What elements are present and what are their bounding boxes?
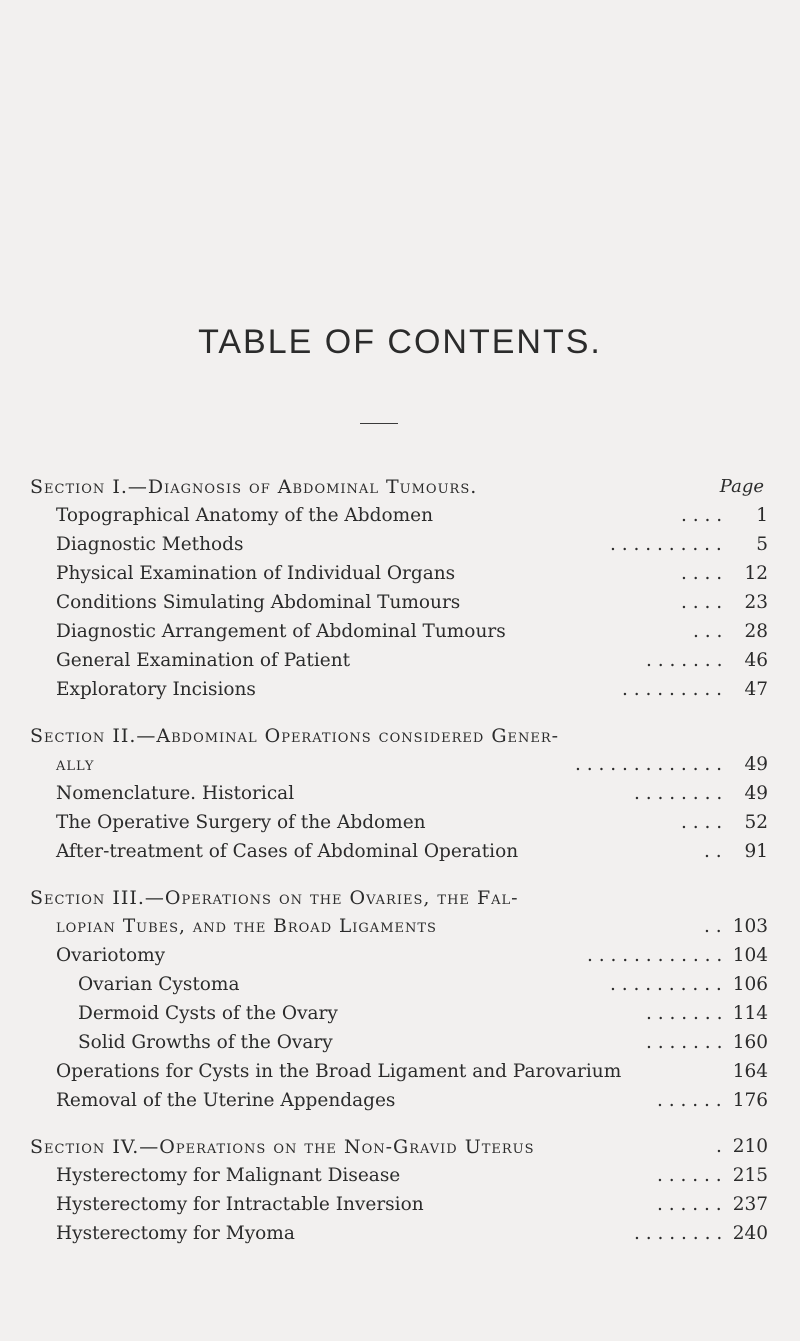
toc-leader-dots: . . . . . . . [646, 1032, 723, 1053]
toc-entry-label: Dermoid Cysts of the Ovary [78, 1003, 338, 1024]
toc-entry-label: Exploratory Incisions [56, 679, 256, 700]
toc-leader-dots: . . . . . . [657, 1090, 722, 1111]
toc-entry [0, 912, 800, 942]
toc-entry-label: Ovarian Cystoma [78, 974, 240, 995]
toc-page-number: 176 [732, 1090, 768, 1111]
toc-page-number: 49 [744, 754, 768, 775]
toc-entry [0, 808, 800, 838]
toc-page-number: 46 [744, 650, 768, 671]
toc-entry [0, 1086, 800, 1116]
toc-page-number: 104 [732, 945, 768, 966]
toc-leader-dots: . . . [693, 621, 723, 642]
toc-page-number: 91 [744, 841, 768, 862]
toc-page-number: 47 [744, 679, 768, 700]
toc-page-number: 12 [744, 563, 768, 584]
toc-entry-label: Nomenclature. Historical [56, 783, 295, 804]
toc-leader-dots: . . . . [681, 563, 723, 584]
toc-entry [0, 999, 800, 1029]
toc-leader-dots: . . . . . . . [646, 1003, 723, 1024]
toc-entry-label: Diagnostic Methods [56, 534, 244, 555]
toc-entry-label: Section IV.—Operations on the Non-Gravid Uterus [30, 1136, 535, 1158]
toc-leader-dots: . . . . [681, 812, 723, 833]
section-heading [0, 721, 800, 751]
toc-entry [0, 1161, 800, 1191]
toc-entry-label: Physical Examination of Individual Organs [56, 563, 456, 584]
toc-page-number: 49 [744, 783, 768, 804]
toc-page-number: 103 [732, 916, 768, 937]
toc-entry-label: The Operative Surgery of the Abdomen [56, 812, 426, 833]
toc-page-number: 1 [756, 505, 768, 526]
toc-entry [0, 1057, 800, 1087]
toc-leader-dots: . . . . . . . . . . . . . [575, 754, 723, 775]
toc-entry [0, 501, 800, 531]
toc-entry [0, 750, 800, 780]
toc-page-number: 52 [744, 812, 768, 833]
toc-page-number: 210 [732, 1136, 768, 1157]
toc-leader-dots: . . . . [681, 505, 723, 526]
toc-entry-label: lopian Tubes, and the Broad Ligaments [56, 916, 437, 937]
toc-entry-label: General Examination of Patient [56, 650, 351, 671]
toc-page-number: 160 [732, 1032, 768, 1053]
toc-entry-label: ally [56, 754, 95, 775]
section-heading [0, 1132, 800, 1162]
toc-entry-label: Hysterectomy for Malignant Disease [56, 1165, 401, 1186]
toc-entry [0, 588, 800, 618]
toc-entry [0, 779, 800, 809]
toc-leader-dots: . . . . [681, 592, 723, 613]
page-column-header: Page [719, 476, 764, 497]
toc-leader-dots: . . . . . . . [646, 650, 723, 671]
toc-page-number: 5 [756, 534, 768, 555]
toc-entry [0, 1219, 800, 1249]
toc-page-number: 240 [732, 1223, 768, 1244]
toc-entry [0, 837, 800, 867]
toc-page-number: 114 [732, 1003, 768, 1024]
toc-leader-dots: . . . . . . . . . [622, 679, 722, 700]
toc-entry-label: Conditions Simulating Abdominal Tumours [56, 592, 461, 613]
toc-page-number: 237 [732, 1194, 768, 1215]
toc-leader-dots: . . . . . . . . . . [610, 974, 722, 995]
toc-entry-label: Solid Growths of the Ovary [78, 1032, 333, 1053]
toc-entry-label: Operations for Cysts in the Broad Ligament and Parovarium [56, 1061, 622, 1082]
toc-entry [0, 1028, 800, 1058]
toc-leader-dots: . [716, 1136, 722, 1157]
section-heading [0, 883, 800, 913]
toc-entry [0, 530, 800, 560]
toc-entry-label: Ovariotomy [56, 945, 166, 966]
toc-leader-dots: . . . . . . [657, 1194, 722, 1215]
toc-leader-dots: . . . . . . [657, 1165, 722, 1186]
title-divider [360, 423, 398, 424]
page-title: TABLE OF CONTENTS. [198, 323, 602, 361]
toc-entry [0, 646, 800, 676]
toc-entry [0, 617, 800, 647]
toc-page-number: 28 [744, 621, 768, 642]
toc-leader-dots: . . [704, 841, 722, 862]
toc-leader-dots: . . . . . . . . [634, 783, 723, 804]
toc-entry-label: Hysterectomy for Myoma [56, 1223, 295, 1244]
toc-entry-label: After-treatment of Cases of Abdominal Operation [56, 841, 519, 862]
toc-entry [0, 675, 800, 705]
toc-entry-label: Removal of the Uterine Appendages [56, 1090, 396, 1111]
toc-entry [0, 559, 800, 589]
toc-page-number: 106 [732, 974, 768, 995]
toc-leader-dots: . . [704, 916, 722, 937]
toc-entry-label: Diagnostic Arrangement of Abdominal Tumours [56, 621, 506, 642]
toc-entry-label: Section I.—Diagnosis of Abdominal Tumours. [30, 476, 478, 498]
toc-entry [0, 941, 800, 971]
toc-page-number: 215 [732, 1165, 768, 1186]
toc-leader-dots: . . . . . . . . [634, 1223, 723, 1244]
toc-page-number: 164 [732, 1061, 768, 1082]
toc-entry-label: Hysterectomy for Intractable Inversion [56, 1194, 424, 1215]
toc-entry [0, 1190, 800, 1220]
toc-entry [0, 970, 800, 1000]
toc-leader-dots: . . . . . . . . . . . . [587, 945, 723, 966]
toc-entry-label: Section II.—Abdominal Operations considered Gener- [30, 725, 560, 747]
section-heading [0, 472, 800, 502]
toc-page-number: 23 [744, 592, 768, 613]
toc-entry-label: Section III.—Operations on the Ovaries, the Fal- [30, 887, 519, 909]
toc-leader-dots: . . . . . . . . . . [610, 534, 722, 555]
toc-entry-label: Topographical Anatomy of the Abdomen [56, 505, 433, 526]
